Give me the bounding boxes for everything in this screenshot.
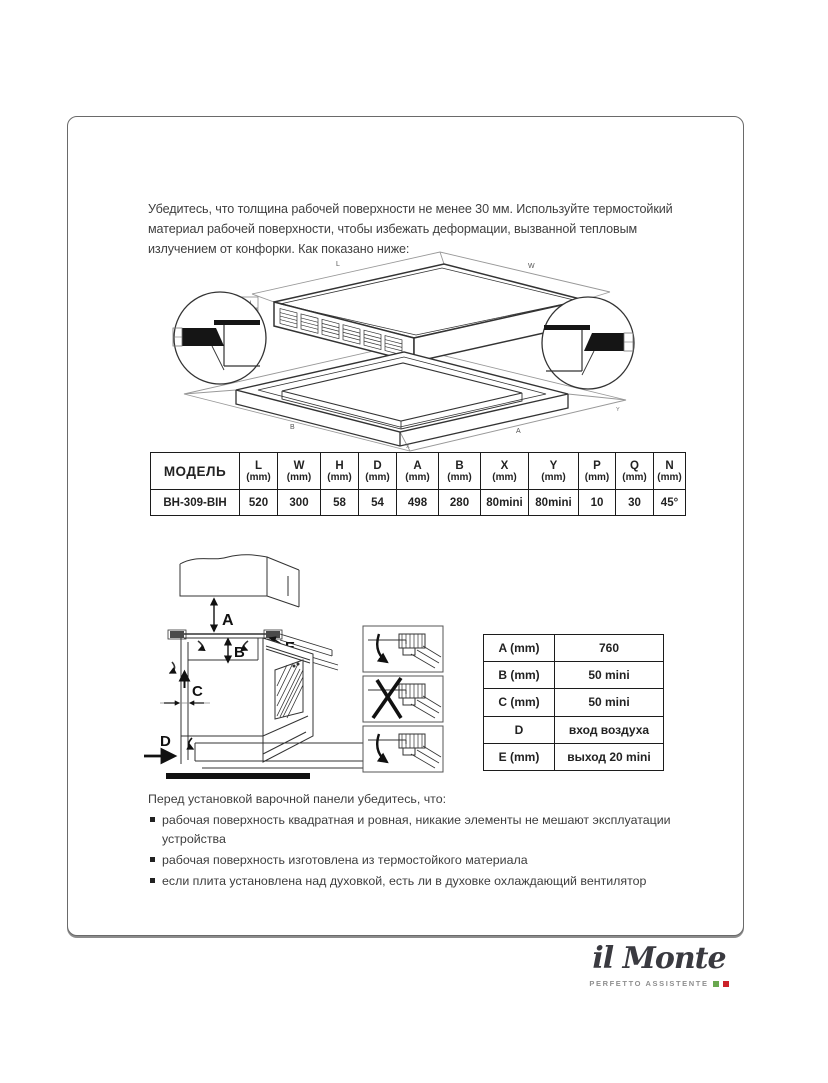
clearance-value: 760 <box>555 635 664 662</box>
intro-paragraph: Убедитесь, что толщина рабочей поверхности не менее 30 мм. Используйте термостойкий материал рабочей поверхности, чтобы избежать деформации, вызванной тепловым излучением от конфорки. Как показано ниже: <box>148 202 673 256</box>
value-cell: 54 <box>359 490 397 516</box>
col-header: N (mm) <box>654 453 686 490</box>
label-B: B <box>234 644 245 661</box>
col-header: W (mm) <box>278 453 321 490</box>
cabinet-body <box>181 638 392 768</box>
cutout-label-Y: Y <box>616 407 620 413</box>
flag-green-square-icon <box>713 981 719 987</box>
hob-label-W: W <box>528 263 535 270</box>
cutout-label-A: A <box>516 428 521 435</box>
clearance-value: 50 mini <box>555 662 664 689</box>
inlet-curve-arrow <box>189 738 193 749</box>
flag-red-square-icon <box>723 981 729 987</box>
col-header: Y (mm) <box>529 453 579 490</box>
col-header: H (mm) <box>321 453 359 490</box>
col-header: P (mm) <box>579 453 616 490</box>
hob-cavity <box>170 638 266 673</box>
checklist-intro: Перед установкой варочной панели убедитесь, что: <box>148 792 447 806</box>
brand-tagline-row <box>584 979 734 988</box>
col-header: Q (mm) <box>616 453 654 490</box>
list-item <box>148 872 713 891</box>
value-cell: 30 <box>616 490 654 516</box>
list-item <box>148 851 713 870</box>
col-header: B (mm) <box>439 453 481 490</box>
clearance-label: E (mm) <box>484 743 555 770</box>
label-A: A <box>222 612 234 629</box>
value-cell: 45° <box>654 490 686 516</box>
col-header-model: МОДЕЛЬ <box>151 453 240 490</box>
clearance-value: выход 20 mini <box>555 743 664 770</box>
edge-detail-left <box>173 292 266 384</box>
value-cell: 10 <box>579 490 616 516</box>
value-cell: 498 <box>397 490 439 516</box>
clearance-row <box>484 716 664 743</box>
clearance-label: B (mm) <box>484 662 555 689</box>
value-cell: 58 <box>321 490 359 516</box>
value-cell: 300 <box>278 490 321 516</box>
checklist-item-text: рабочая поверхность изготовлена из термостойкого материала <box>162 853 528 867</box>
col-header: D (mm) <box>359 453 397 490</box>
value-cell: 80mini <box>481 490 529 516</box>
col-header: X (mm) <box>481 453 529 490</box>
label-D: D <box>160 733 171 750</box>
cutout-label-B: B <box>290 424 295 431</box>
checklist-item-text: если плита установлена над духовкой, есть ли в духовке охлаждающий вентилятор <box>162 874 647 888</box>
clearance-row <box>484 689 664 716</box>
bullet-square-icon <box>150 857 155 862</box>
brand-logo <box>584 942 734 988</box>
airflow-detail-boxes <box>363 626 443 772</box>
value-cell: 80mini <box>529 490 579 516</box>
hob-cutout-diagram <box>156 250 676 450</box>
model-cell: BH-309-BIH <box>151 490 240 516</box>
bullet-square-icon <box>150 817 155 822</box>
brand-tagline: PERFETTO ASSISTENTE <box>589 979 709 988</box>
clearance-label: C (mm) <box>484 689 555 716</box>
clearance-row <box>484 662 664 689</box>
clearance-table <box>483 634 664 771</box>
clearance-value: вход воздуха <box>555 716 664 743</box>
table-header-row <box>151 453 686 490</box>
cutout-label-X: X <box>406 444 410 450</box>
dimensions-table <box>150 452 686 516</box>
pre-install-checklist <box>148 790 713 891</box>
checklist-item-text: рабочая поверхность квадратная и ровная, никакие элементы не мешают эксплуатации устройства <box>162 813 671 846</box>
clearance-row <box>484 635 664 662</box>
col-header: A (mm) <box>397 453 439 490</box>
brand-name: il Monte <box>592 941 726 976</box>
list-item <box>148 811 713 849</box>
clearance-label: A (mm) <box>484 635 555 662</box>
hood-cabinet <box>180 555 299 607</box>
clearance-row <box>484 743 664 770</box>
table-data-row <box>151 490 686 516</box>
edge-detail-right <box>542 297 634 389</box>
floor-bar <box>166 773 310 779</box>
clearance-label: D <box>484 716 555 743</box>
label-C: C <box>192 683 203 700</box>
hob-label-L: L <box>336 261 340 268</box>
installation-clearance-diagram <box>140 546 485 791</box>
value-cell: 520 <box>240 490 278 516</box>
col-header: L (mm) <box>240 453 278 490</box>
value-cell: 280 <box>439 490 481 516</box>
clearance-value: 50 mini <box>555 689 664 716</box>
bullet-square-icon <box>150 878 155 883</box>
